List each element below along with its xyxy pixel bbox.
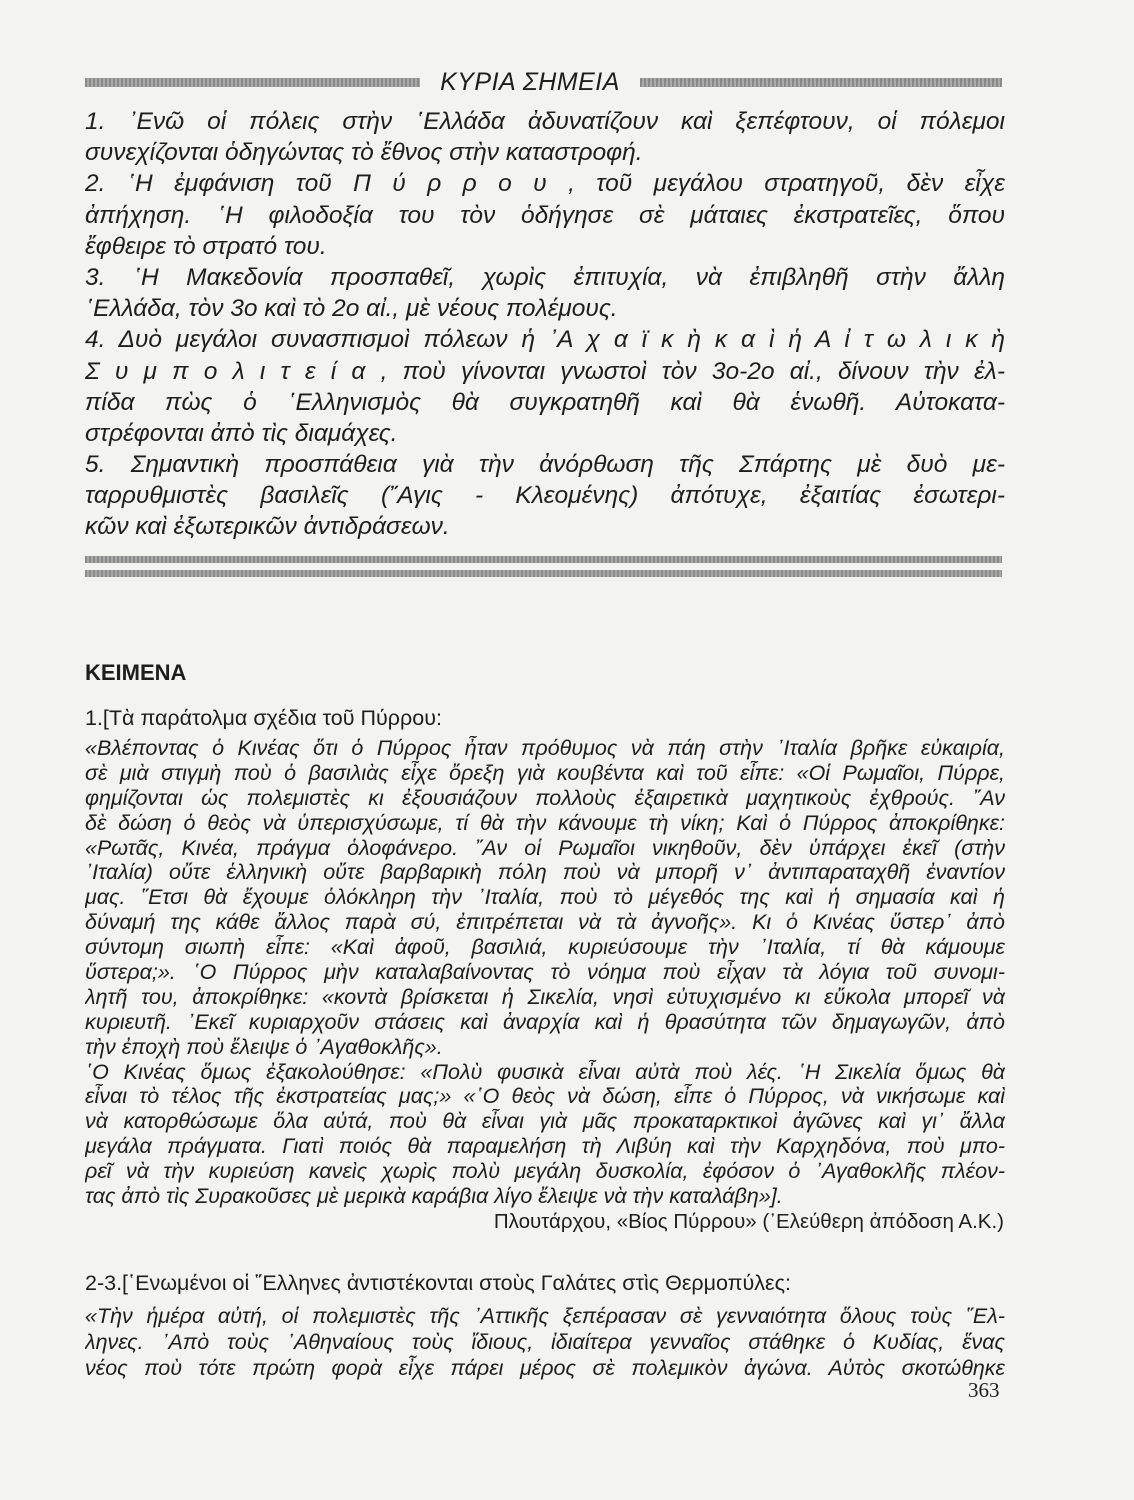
- text1-body: [85, 736, 1005, 1209]
- section-divider-bottom: [85, 570, 1002, 577]
- text-line: πίδα πὼς ὁ ῾Ελληνισμὸς θὰ συγκρατηθῆ καὶ θὰ ἑνωθῆ. Αὐτοκατα-: [85, 388, 1005, 416]
- text-line: φημίζονται ὡς πολεμιστὲς κι ἐξουσιάζουν πολλοὺς ἐξαιρετικὰ μαχητικοὺς ἐχθρούς. ῎Αν: [85, 785, 1005, 810]
- text-line: ῾Ο Κινέας ὅμως ἐξακολούθησε: «Πολὺ φυσικὰ εἶναι αὐτὰ ποὺ λές. ῾Η Σικελία ὅμως θὰ: [85, 1059, 1005, 1084]
- text-line: τὴν ἐποχὴ ποὺ ἔλειψε ὁ ᾿Αγαθοκλῆς».: [85, 1034, 443, 1059]
- text-line: Σ υ μ π ο λ ι τ ε ί α , ποὺ γίνονται γνωστοὶ τὸν 3ο-2ο αἰ., δίνουν τὴν ἐλ-: [85, 357, 1005, 385]
- text2-body: [85, 1303, 1005, 1381]
- text-line: 2. ῾Η ἐμφάνιση τοῦ Π ύ ρ ρ ο υ , τοῦ μεγάλου στρατηγοῦ, δὲν εἶχε: [85, 170, 1005, 198]
- text-line: εἶναι τὸ τέλος τῆς ἐκστρατείας μας;» «῾Ο θεὸς νὰ δώση, εἶπε ὁ Πύρρος, νὰ νικήσωμε καὶ: [85, 1084, 1005, 1109]
- text-line: νέος ποὺ τότε πρώτη φορὰ εἶχε πάρει μέρος σὲ πολεμικὸν ἀγώνα. Αὐτὸς σκοτώθηκε: [85, 1356, 1005, 1380]
- text-line: σὲ μιὰ στιγμὴ ποὺ ὁ βασιλιὰς εἶχε ὄρεξη γιὰ κουβέντα καὶ τοῦ εἶπε: «Οἱ Ρωμαῖοι, Πύρρε,: [85, 760, 1005, 785]
- text-line: νὰ κατορθώσωμε ὅλα αὐτά, ποὺ θὰ εἶναι γιὰ μᾶς προκαταρκτικοὶ ἀγῶνες καὶ γι᾿ ἄλλα: [85, 1109, 1005, 1134]
- text-line: 4. Δυὸ μεγάλοι συνασπισμοὶ πόλεων ἡ ᾿Α χ α ϊ κ ὴ κ α ὶ ἡ Α ἰ τ ω λ ι κ ὴ: [85, 326, 1005, 354]
- key-points-heading: ΚΥΡΙΑ ΣΗΜΕΙΑ: [440, 68, 620, 96]
- text-line: τας ἀπὸ τὶς Συρακοῦσες μὲ μερικὰ καράβια λίγο ἔλειψε νὰ τὴν καταλάβη»].: [85, 1184, 783, 1209]
- text-line: κῶν καὶ ἐξωτερικῶν ἀντιδράσεων.: [85, 513, 450, 541]
- text-line: μεγάλα πράγματα. Γιατὶ ποιός θὰ παραμελήση τὴ Λιβύη καὶ τὴν Καρχηδόνα, ποὺ μπο-: [85, 1134, 1005, 1159]
- section-divider-top: [85, 556, 1002, 563]
- text-line: ἀπήχηση. ῾Η φιλοδοξία του τὸν ὁδήγησε σὲ μάταιες ἐκστρατεῖες, ὅπου: [85, 201, 1005, 229]
- text-line: σύντομη σιωπὴ εἶπε: «Καὶ ἀφοῦ, βασιλιά, κυριεύσουμε τὴν ᾿Ιταλία, τί θὰ κάμουμε: [85, 935, 1005, 960]
- text-line: συνεχίζονται ὁδηγώντας τὸ ἔθνος στὴν καταστροφή.: [85, 139, 643, 167]
- text-line: ῾Ελλάδα, τὸν 3ο καὶ τὸ 2ο αἰ., μὲ νέους πολέμους.: [85, 295, 618, 323]
- text-line: στρέφονται ἀπὸ τὶς διαμάχες.: [85, 419, 398, 447]
- text-line: ταρρυθμιστὲς βασιλεῖς (῎Αγις - Κλεομένης) ἀπότυχε, ἐξαιτίας ἐσωτερι-: [85, 482, 1005, 510]
- text-line: 3. ῾Η Μακεδονία προσπαθεῖ, χωρὶς ἐπιτυχία, νὰ ἐπιβληθῆ στὴν ἄλλη: [85, 263, 1005, 291]
- text-line: δὲ δώση ὁ θεὸς νὰ ὑπερισχύσωμε, τί θὰ τὴν κάνουμε τὴ νίκη; Καὶ ὁ Πύρρος ἀποκρίθηκε:: [85, 810, 1005, 835]
- text-line: ᾿Ιταλία) οὔτε ἑλληνικὴ οὔτε βαρβαρικὴ πόλη ποὺ νὰ μπορῆ ν᾿ ἀντιπαραταχθῆ ἐναντίον: [85, 860, 1005, 885]
- text-line: ὕστερα;». ῾Ο Πύρρος μὴν καταλαβαίνοντας τὸ νόημα ποὺ εἶχαν τὰ λόγια τοῦ συνομι-: [85, 960, 1005, 985]
- text1-attribution: Πλουτάρχου, «Βίος Πύρρου» (᾿Ελεύθερη ἀπόδοση Α.Κ.): [493, 1210, 1004, 1233]
- text-line: ἔφθειρε τὸ στρατό του.: [85, 232, 327, 260]
- text-line: λητῆ του, ἀποκρίθηκε: «κοντὰ βρίσκεται ἡ Σικελία, νησὶ εὐτυχισμένο κι εὔκολα μπορεῖ νὰ: [85, 984, 1005, 1009]
- text-line: ρεῖ νὰ τὴν κυριεύση κανεὶς χωρὶς πολὺ μεγάλη δυσκολία, ἐφόσον ὁ ᾿Αγαθοκλῆς πλέον-: [85, 1159, 1005, 1184]
- text-line: μας. ῞Ετσι θὰ ἔχουμε ὁλόκληρη τὴν ᾿Ιταλία, ποὺ τὸ μέγεθός της καὶ ἡ σημασία καὶ ἡ: [85, 885, 1005, 910]
- key-points-list: [85, 106, 1005, 543]
- text-line: 1. ᾿Ενῶ οἱ πόλεις στὴν ῾Ελλάδα ἀδυνατίζουν καὶ ξεπέφτουν, οἱ πόλεμοι: [85, 108, 1005, 135]
- text-line: «Ρωτᾶς, Κινέα, πράγμα ὁλοφάνερο. ῎Αν οἱ Ρωμαῖοι νικηθοῦν, δὲν ὑπάρχει ἐκεῖ (στὴν: [85, 835, 1005, 860]
- rule-left: [85, 78, 420, 87]
- texts-heading: ΚΕΙΜΕΝΑ: [85, 660, 187, 685]
- rule-right: [640, 78, 1002, 87]
- text2-title: 2-3.[῾Ενωμένοι οἱ ῞Ελληνες ἀντιστέκονται στοὺς Γαλάτες στὶς Θερμοπύλες:: [85, 1271, 791, 1295]
- text-line: «Βλέποντας ὁ Κινέας ὅτι ὁ Πύρρος ἦταν πρόθυμος νὰ πάη στὴν ᾿Ιταλία βρῆκε εὐκαιρία,: [85, 736, 1005, 760]
- page-number: 363: [968, 1378, 1000, 1402]
- text-line: δύναμή της κάθε ἄλλος παρὰ σύ, ἐπιτρέπεται νὰ τὰ ἀγνοῆς». Κι ὁ Κινέας ὕστερ᾿ ἀπὸ: [85, 910, 1005, 935]
- text-line: ληνες. ᾿Απὸ τοὺς ᾿Αθηναίους τοὺς ἴδιους, ἰδιαίτερα γενναῖος στάθηκε ὁ Κυδίας, ἕνας: [85, 1330, 1005, 1354]
- text-line: 5. Σημαντικὴ προσπάθεια γιὰ τὴν ἀνόρθωση τῆς Σπάρτης μὲ δυὸ με-: [85, 451, 1005, 479]
- text1-title: 1.[Τὰ παράτολμα σχέδια τοῦ Πύρρου:: [85, 706, 442, 730]
- text-line: κυριευτῆ. ᾿Εκεῖ κυριαρχοῦν στάσεις καὶ ἀναρχία καὶ ἡ θρασύτητα τῶν δημαγωγῶν, ἀπὸ: [85, 1009, 1005, 1034]
- text-line: «Τὴν ἡμέρα αὐτή, οἱ πολεμιστὲς τῆς ᾿Αττικῆς ξεπέρασαν σὲ γενναιότητα ὅλους τοὺς ῞Ελ-: [85, 1304, 1005, 1328]
